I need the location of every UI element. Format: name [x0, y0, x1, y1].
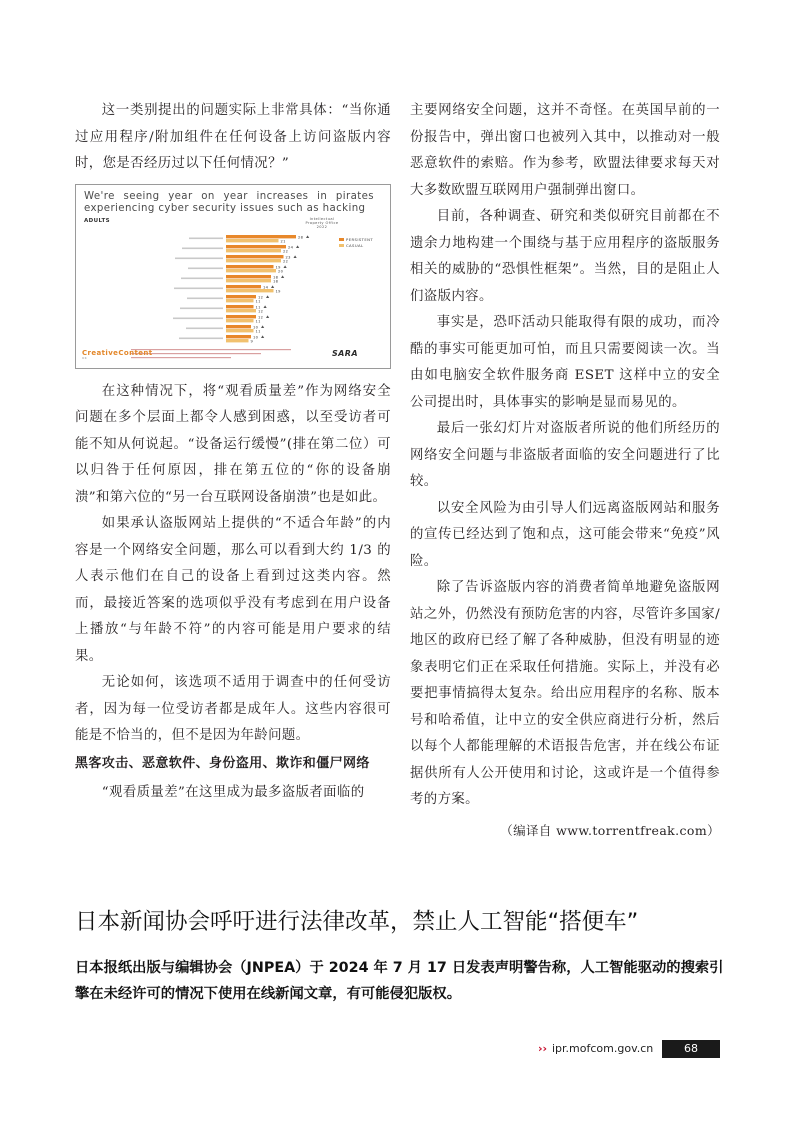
source-credit: （编译自 www.torrentfreak.com） [500, 822, 720, 838]
data-label: 23 [285, 254, 291, 259]
survey-slide-figure [75, 184, 391, 369]
page-footer [538, 1040, 720, 1058]
data-label: 9 [250, 338, 254, 343]
trend-up-icon [266, 295, 269, 298]
bar-chart [76, 185, 390, 368]
data-label: 11 [255, 318, 261, 323]
trend-up-icon [306, 235, 309, 238]
data-label: 11 [255, 328, 261, 333]
trend-up-icon [271, 285, 274, 288]
trend-up-icon [294, 255, 297, 258]
paragraph: 事实是，恐吓活动只能取得有限的成功，而冷酷的事实可能更加可怕，而且只需要阅读一次。当由如电脑安全软件服务商 ESET 这样中立的安全公司提出时，具体事实的影响是显而易见的。 [410, 315, 720, 410]
bar-persistent [226, 325, 251, 328]
bar-persistent [226, 255, 284, 258]
data-label: 21 [280, 238, 286, 243]
row-label [186, 327, 223, 329]
data-label: 10 [253, 334, 259, 339]
bar-persistent [226, 295, 256, 298]
legend-header: Intellectual Property Office 2022 [305, 216, 339, 229]
data-label: 19 [275, 288, 281, 293]
paragraph: 目前，各种调查、研究和类似研究目前都在不遗余力地构建一个围绕与基于应用程序的盗版服务相关的威胁的“恐惧性框架”。当然，目的是阻止人们盗版内容。 [410, 209, 720, 304]
trend-up-icon [261, 325, 264, 328]
data-label: 24 [288, 244, 294, 249]
trend-up-icon [261, 335, 264, 338]
data-label: 12 [258, 308, 264, 313]
bar-persistent [226, 265, 274, 268]
paragraph: 以安全风险为由引导人们远离盗版网站和服务的宣传已经达到了饱和点，这可能会带来“免疫”风险。 [410, 500, 720, 569]
brand-text: CreativeContent [82, 348, 153, 357]
bar-casual [226, 259, 281, 262]
trend-up-icon [296, 245, 299, 248]
bar-casual [226, 299, 254, 302]
left-column [75, 98, 391, 806]
data-label: 18 [273, 278, 279, 283]
data-label: 19 [275, 264, 281, 269]
row-label [181, 277, 223, 279]
double-chevron-right-icon: ›› [538, 1042, 548, 1055]
row-label [173, 317, 223, 319]
paragraph: 如果承认盗版网站上提供的“不适合年龄”的内容是一个网络安全问题，那么可以看到大约 1/3 的人表示他们在自己的设备上看到过这类内容。然而，最接近答案的选项似乎没有考虑到在用户设备上播放“与年龄不符”的内容可能是用户要求的结果。 [75, 516, 391, 664]
paragraph: 无论如何，该选项不适用于调查中的任何受访者，因为每一位受访者都是成年人。这些内容很可能是不恰当的，但不是因为年龄问题。 [75, 675, 391, 743]
brand-logo [82, 349, 152, 360]
data-label: 20 [278, 268, 284, 273]
data-label: 18 [273, 274, 279, 279]
bar-casual [226, 289, 274, 292]
data-label: 22 [283, 258, 289, 263]
right-column [410, 98, 720, 844]
brand-tagline: UK [82, 355, 87, 360]
bar-persistent [226, 335, 251, 338]
news-title: 日本新闻协会呼吁进行法律改革，禁止人工智能“搭便车” [75, 909, 639, 935]
bar-casual [226, 269, 276, 272]
bar-casual [226, 239, 279, 242]
row-label [188, 267, 223, 269]
trend-up-icon [281, 275, 284, 278]
paragraph: “观看质量差”在这里成为最多盗版者面临的 [101, 784, 365, 800]
bar-persistent [226, 275, 271, 278]
data-label: 12 [258, 294, 264, 299]
bar-casual [226, 249, 281, 252]
paragraph: 在这种情况下，将“观看质量差”作为网络安全问题在多个层面上都令人感到困惑，以至受访者可能不知从何说起。“设备运行缓慢”(排在第二位）可以归咎于任何原因，排在第五位的“你的设备崩溃”和第六位的“另一台互联网设备崩溃”也是如此。 [75, 383, 391, 505]
row-label [174, 287, 223, 289]
paragraph: 除了告诉盗版内容的消费者简单地避免盗版网站之外，仍然没有预防危害的内容，尽管许多国家/地区的政府已经了解了各种威胁，但没有明显的迹象表明它们正在采取任何措施。实际上，并没有必要把事情搞得太复杂。给出应用程序的名称、版本号和哈希值，让中立的安全供应商进行分析，然后以每个人都能理解的术语报告危害，并在线公布证据供所有人公开使用和讨论，这或许是一个值得参考的方案。 [410, 580, 720, 807]
row-label [180, 307, 223, 309]
row-label [179, 337, 223, 339]
trend-up-icon [264, 305, 267, 308]
paragraph: 最后一张幻灯片对盗版者所说的他们所经历的网络安全问题与非盗版者面临的安全问题进行了比较。 [410, 421, 720, 489]
trend-up-icon [266, 315, 269, 318]
data-label: 11 [255, 298, 261, 303]
chart-title: We're seeing year on year increases in pirates experiencing cyber security issues such as hacking [84, 190, 374, 214]
bar-casual [226, 319, 254, 322]
data-label: 22 [283, 248, 289, 253]
data-label: 10 [253, 324, 259, 329]
row-label [189, 237, 223, 239]
paragraph: 主要网络安全问题，这并不奇怪。在英国早前的一份报告中，弹出窗口也被列入其中，以推动对一般恶意软件的索赔。作为参考，欧盟法律要求每天对大多数欧盟互联网用户强制弹出窗口。 [410, 103, 720, 198]
subheading: 黑客攻击、恶意软件、身份盗用、欺诈和僵尸网络 [75, 755, 370, 771]
row-label [182, 247, 223, 249]
legend-label: PERSISTENT [346, 236, 374, 242]
bar-persistent [226, 245, 286, 248]
data-label: 28 [298, 234, 304, 239]
footer-site-link[interactable]: ipr.mofcom.gov.cn [552, 1042, 654, 1055]
paragraph: 这一类别提出的问题实际上非常具体：“当你通过应用程序/附加组件在任何设备上访问盗版内容时，您是否经历过以下任何情况？” [75, 103, 391, 171]
bar-casual [226, 309, 256, 312]
chart-section-label: ADULTS [84, 217, 110, 224]
bar-persistent [226, 285, 261, 288]
bar-persistent [226, 315, 256, 318]
source-note-line [131, 349, 291, 350]
data-label: 14 [263, 284, 269, 289]
row-label [175, 257, 223, 259]
legend-label: CASUAL [346, 242, 364, 248]
data-label: 12 [258, 314, 264, 319]
news-lead: 日本报纸出版与编辑协会（JNPEA）于 2024 年 7 月 17 日发表声明警告称，人工智能驱动的搜索引擎在未经许可的情况下使用在线新闻文章，有可能侵犯版权。 [75, 960, 724, 1002]
bar-casual [226, 339, 249, 342]
page-number: 68 [662, 1040, 720, 1058]
bar-persistent [226, 305, 254, 308]
trend-up-icon [284, 265, 287, 268]
row-label [187, 297, 223, 299]
bar-casual [226, 329, 254, 332]
bar-casual [226, 279, 271, 282]
sara-logo: SARA [332, 348, 358, 358]
bar-persistent [226, 235, 296, 238]
data-label: 11 [255, 304, 261, 309]
